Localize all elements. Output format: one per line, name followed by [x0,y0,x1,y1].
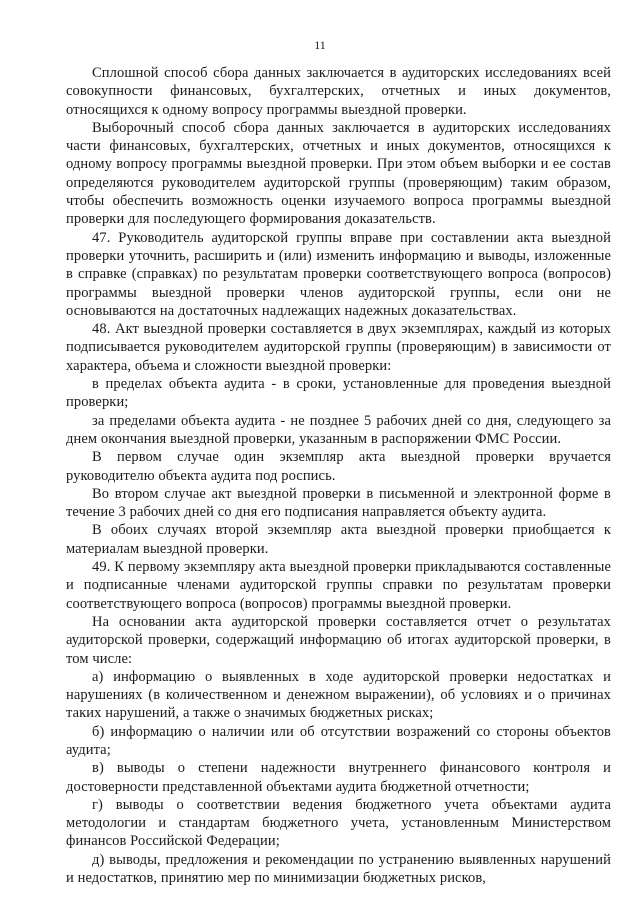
list-item-b: б) информацию о наличии или об отсутствии возражений со стороны объектов аудита; [66,723,611,758]
list-item-g: г) выводы о соответствии ведения бюджетного учета объектами аудита методологии и стандартам бюджетного учета, установленным Министерством финансов Российской Федерации; [66,796,611,850]
paragraph-within-object: в пределах объекта аудита - в сроки, установленные для проведения выездной проверки; [66,376,611,411]
list-item-v: в) выводы о степени надежности внутреннего финансового контроля и достоверности представленной объектами аудита бюджетной отчетности; [66,760,611,795]
paragraph-both-cases: В обоих случаях второй экземпляр акта выездной проверки приобщается к материалам выездной проверки. [66,522,611,557]
document-body [66,64,611,887]
paragraph-selective-sampling: Выборочный способ сбора данных заключается в аудиторских исследованиях части финансовых, бухгалтерских, отчетных и иных документов, относящихся к одному вопросу программы выездной проверки. При этом объем выборки и ее состав определяются руководителем аудиторской группы (проверяющим) таким образом, чтобы обеспечить возможность оценки изучаемого вопроса программы выездной проверки для последующего формирования доказательств. [66,119,611,228]
list-item-a: а) информацию о выявленных в ходе аудиторской проверки недостатках и нарушениях (в количественном и денежном выражении), об условиях и о причинах таких нарушений, а также о значимых бюджетных рисках; [66,668,611,722]
paragraph-first-case: В первом случае один экземпляр акта выездной проверки вручается руководителю объекта аудита под роспись. [66,449,611,484]
paragraph-clause-47: 47. Руководитель аудиторской группы вправе при составлении акта выездной проверки уточнить, расширить и (или) изменить информацию и выводы, изложенные в справке (справках) по результатам проверки соответствующего вопроса (вопросов) программы выездной проверки членов аудиторской группы, если они не основываются на достаточных надлежащих надежных доказательствах. [66,229,611,319]
paragraph-continuous-sampling: Сплошной способ сбора данных заключается в аудиторских исследованиях всей совокупности финансовых, бухгалтерских, отчетных и иных документов, относящихся к одному вопросу программы выездной проверки. [66,65,611,118]
paragraph-report-basis: На основании акта аудиторской проверки составляется отчет о результатах аудиторской проверки, содержащий информацию об итогах аудиторской проверки, в том числе: [66,613,611,667]
paragraph-second-case: Во втором случае акт выездной проверки в письменной и электронной форме в течение 3 рабочих дней со дня его подписания направляется объекту аудита. [66,485,611,521]
paragraph-clause-48: 48. Акт выездной проверки составляется в двух экземплярах, каждый из которых подписывается руководителем аудиторской группы (проверяющим) в зависимости от характера, объема и сложности выездной проверки: [66,321,611,374]
list-item-d: д) выводы, предложения и рекомендации по устранению выявленных нарушений и недостатков, принятию мер по минимизации бюджетных рисков, [66,851,611,887]
page-number: 11 [314,38,326,52]
paragraph-outside-object: за пределами объекта аудита - не позднее 5 рабочих дней со дня, следующего за днем окончания выездной проверки, указанным в распоряжении ФМС России. [66,412,611,447]
paragraph-clause-49: 49. К первому экземпляру акта выездной проверки прикладываются составленные и подписанные членами аудиторской группы справки по результатам проверки соответствующего вопроса (вопросов) программы выездной проверки. [66,559,611,612]
